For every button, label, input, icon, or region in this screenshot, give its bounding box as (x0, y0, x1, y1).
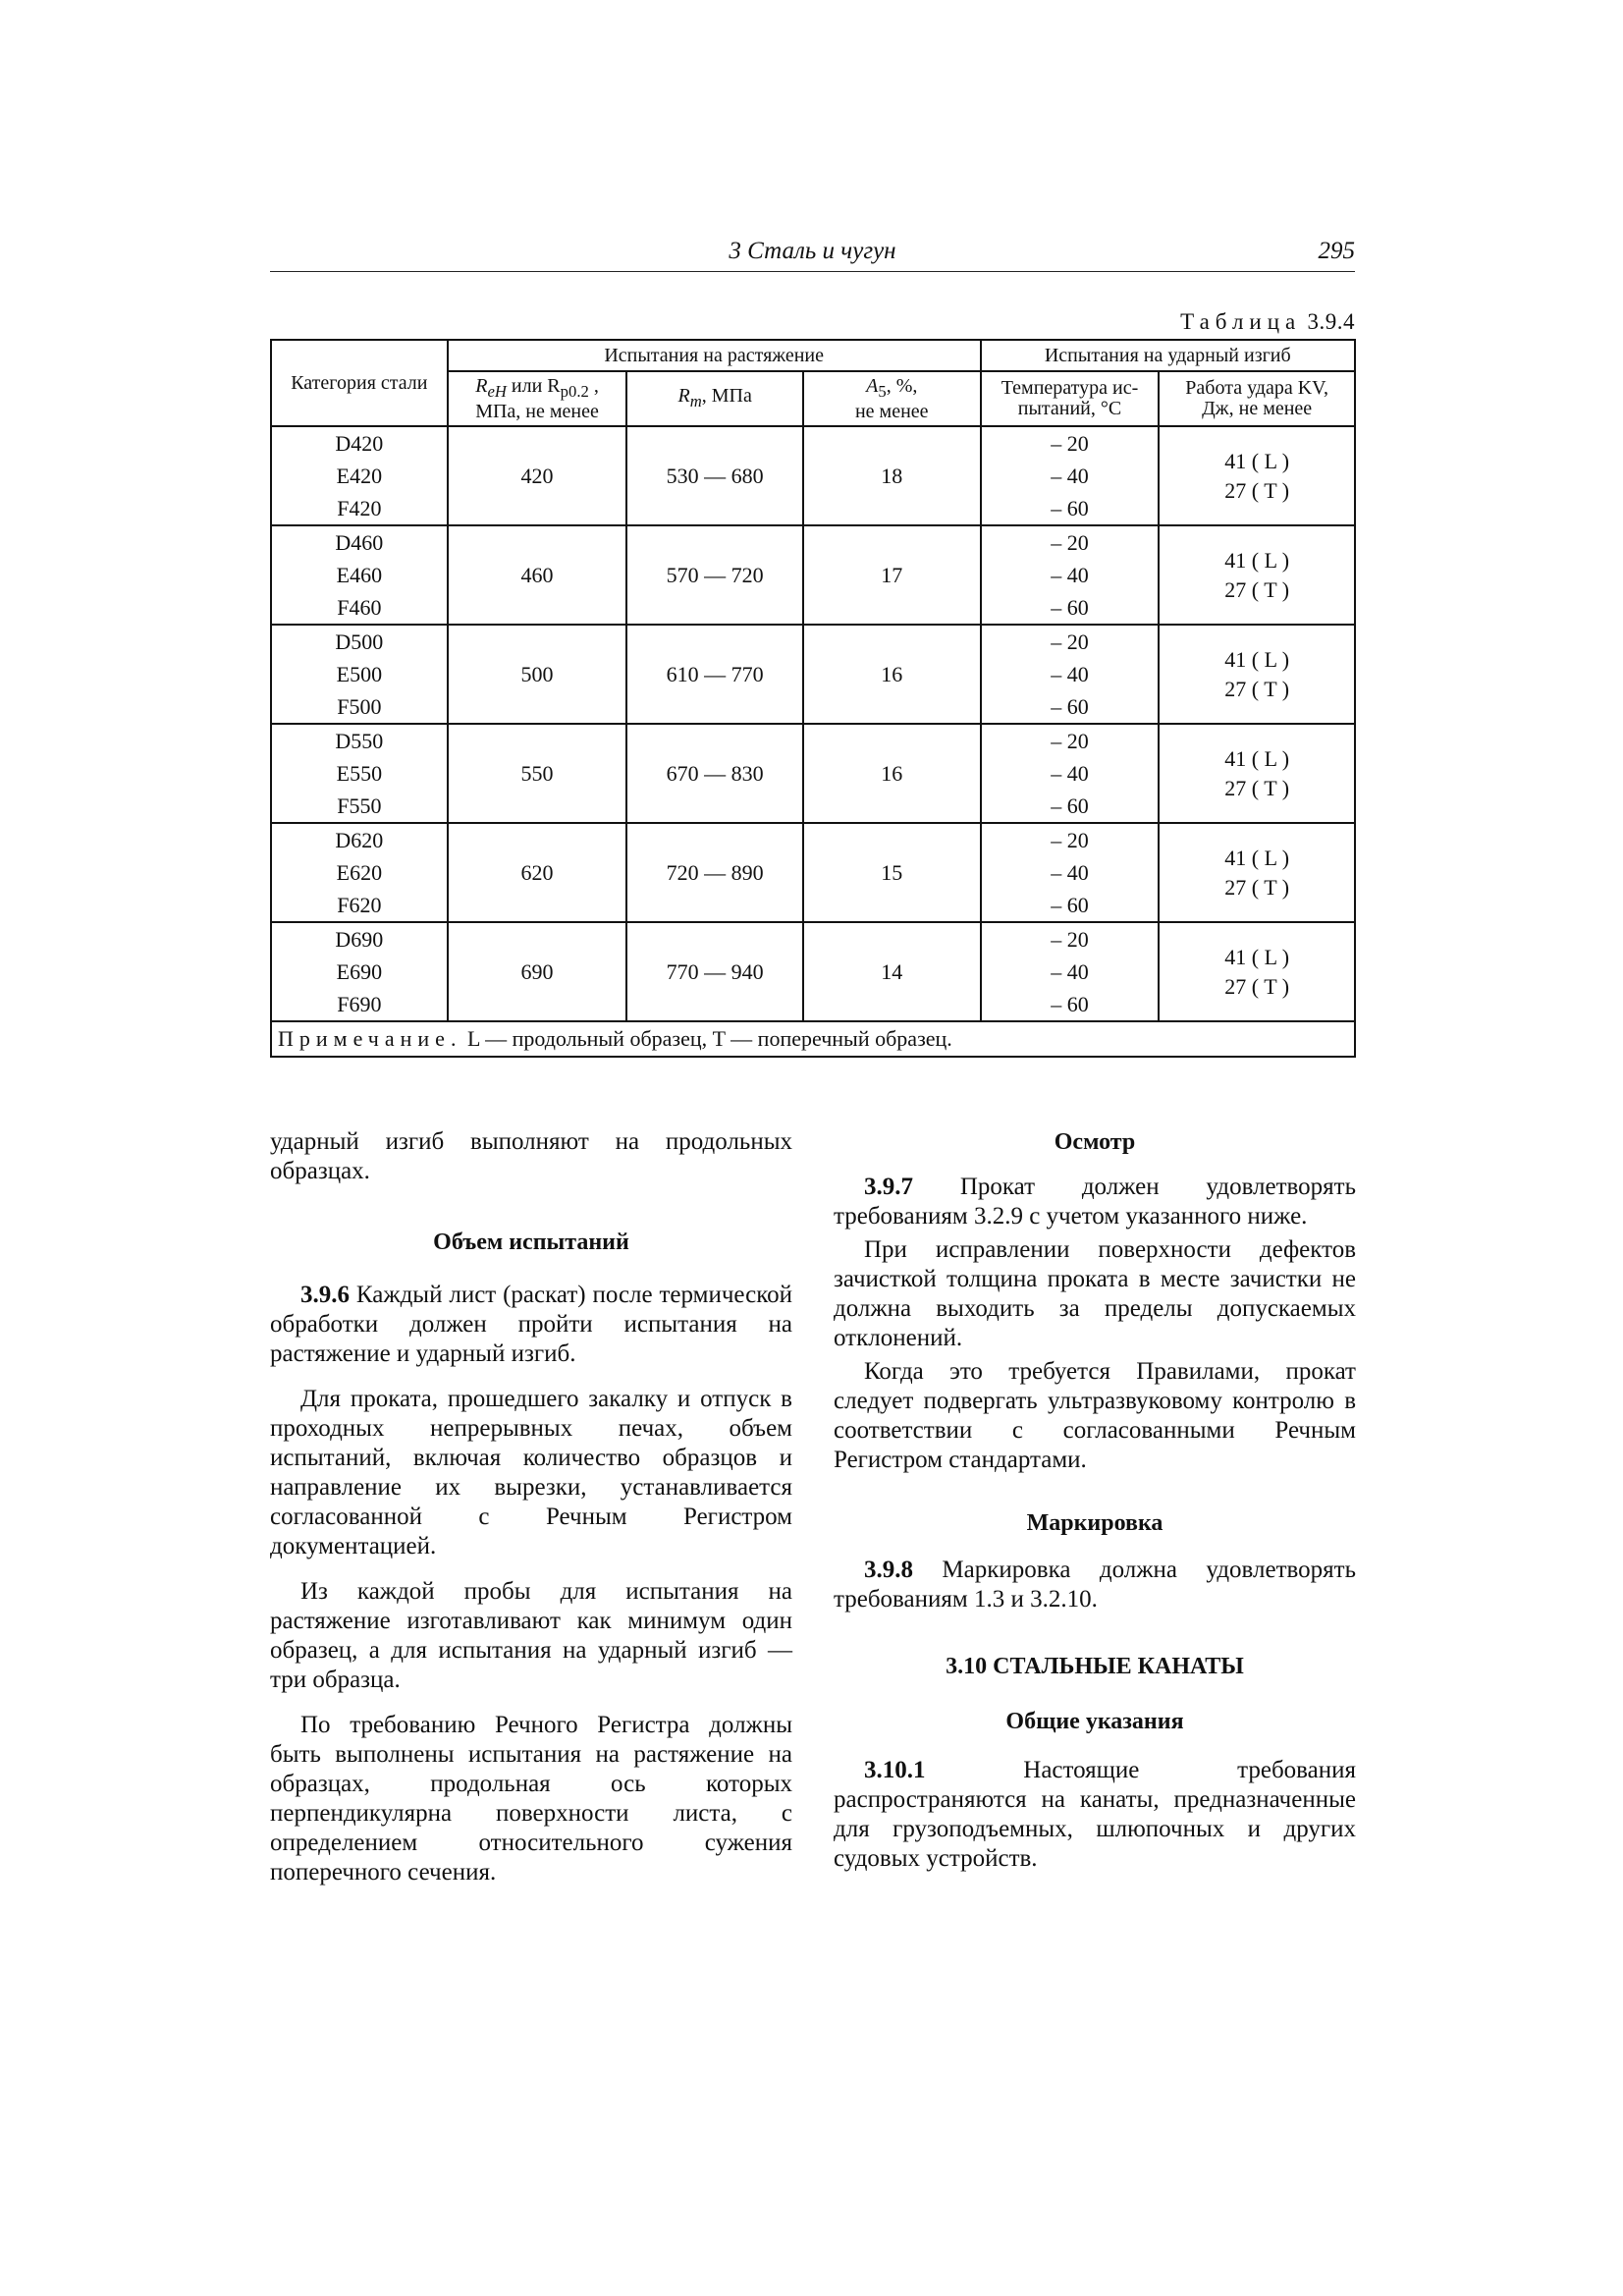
cell-grades-value: F690 (337, 991, 382, 1016)
cell-reh: 620 (448, 823, 627, 922)
running-header (270, 236, 1355, 272)
th-reh: $R_{eH}$ или $R_{p0.2}$ , МПа, не менее (448, 371, 627, 426)
th-temperature: Температура ис- пытаний, °C (981, 371, 1160, 426)
cell-temperatures-value: – 60 (1051, 594, 1089, 620)
cell-impact-energy (1159, 525, 1355, 625)
th-impact-energy: Работа удара KV, Дж, не менее (1159, 371, 1355, 426)
cell-grades-value: E460 (336, 562, 383, 587)
cell-impact-energy-value: 27 ( T ) (1224, 576, 1290, 602)
cell-temperatures-value: – 60 (1051, 793, 1089, 818)
cell-grades-value: D620 (335, 827, 384, 852)
table-note-row (271, 1021, 1355, 1057)
cell-a5: 16 (803, 625, 981, 724)
cell-temperatures (981, 823, 1160, 922)
cell-impact-energy-value: 41 ( L ) (1224, 745, 1290, 771)
table-caption-label: Таблица (1180, 309, 1302, 334)
cell-a5: 14 (803, 922, 981, 1021)
cell-impact-energy-value: 27 ( T ) (1224, 477, 1290, 503)
heading-section-3-10: 3.10 СТАЛЬНЫЕ КАНАТЫ (946, 1654, 1244, 1679)
table-note: Примечание. L — продольный образец, T — поперечный образец. (271, 1021, 1355, 1057)
cell-grades-value: E620 (336, 859, 383, 885)
cell-grades-value: D500 (335, 629, 384, 654)
cell-rm: 770 — 940 (626, 922, 803, 1021)
paragraph: При исправлении поверхности дефектов зачисткой толщина проката в месте зачистки не должна выходить за пределы допускаемых отклонений. (834, 1236, 1356, 1351)
cell-a5: 18 (803, 426, 981, 525)
paragraph-3-9-6: 3.9.6 Каждый лист (раскат) после термической обработки должен пройти испытания на растяжение и ударный изгиб. (270, 1282, 792, 1367)
cell-impact-energy-value: 27 ( T ) (1224, 874, 1290, 900)
cell-grades (271, 922, 448, 1021)
heading-marking: Маркировка (1026, 1510, 1163, 1536)
cell-temperatures-value: – 40 (1051, 859, 1089, 885)
cell-grades (271, 724, 448, 823)
table-row (271, 625, 1355, 724)
cell-impact-energy (1159, 724, 1355, 823)
cell-impact-energy-value: 27 ( T ) (1224, 973, 1290, 999)
table-row (271, 525, 1355, 625)
cell-rm: 570 — 720 (626, 525, 803, 625)
cell-impact-energy-value: 41 ( L ) (1224, 944, 1290, 969)
paragraph: Когда это требуется Правилами, прокат следует подвергать ультразвуковому контролю в соответствии с согласованными Речным Регистром стандартами. (834, 1358, 1356, 1473)
cell-temperatures-value: – 40 (1051, 562, 1089, 587)
table-caption-number: 3.9.4 (1307, 309, 1355, 334)
cell-temperatures-value: – 60 (1051, 693, 1089, 719)
cell-grades-value: D550 (335, 728, 384, 753)
cell-grades-value: F460 (337, 594, 382, 620)
cell-a5: 17 (803, 525, 981, 625)
cell-grades (271, 823, 448, 922)
table-row (271, 426, 1355, 525)
table-row (271, 724, 1355, 823)
th-a5: $A_5$, %, не менее (803, 371, 981, 426)
cell-reh: 550 (448, 724, 627, 823)
cell-rm: 720 — 890 (626, 823, 803, 922)
cell-temperatures-value: – 20 (1051, 728, 1089, 753)
cell-grades-value: F420 (337, 495, 382, 520)
cell-grades-value: F620 (337, 892, 382, 917)
cell-temperatures-value: – 20 (1051, 926, 1089, 952)
cell-temperatures-value: – 20 (1051, 629, 1089, 654)
cell-grades-value: F500 (337, 693, 382, 719)
th-category: Категория стали (271, 340, 448, 426)
heading-inspection: Осмотр (1054, 1129, 1136, 1155)
cell-grades-value: E500 (336, 661, 383, 686)
cell-impact-energy-value: 27 ( T ) (1224, 775, 1290, 800)
chapter-title: 3 Сталь и чугун (729, 238, 896, 264)
table-row (271, 823, 1355, 922)
cell-temperatures (981, 724, 1160, 823)
table-row (271, 922, 1355, 1021)
heading-general: Общие указания (1005, 1709, 1184, 1734)
cell-grades (271, 525, 448, 625)
cell-rm: 530 — 680 (626, 426, 803, 525)
th-tension-group: Испытания на растяжение (448, 340, 981, 371)
cell-reh: 460 (448, 525, 627, 625)
cell-grades-value: D460 (335, 529, 384, 555)
cell-grades-value: D420 (335, 430, 384, 456)
table-caption (1180, 309, 1355, 335)
cell-rm: 670 — 830 (626, 724, 803, 823)
cell-grades-value: E550 (336, 760, 383, 786)
cell-grades-value: D690 (335, 926, 384, 952)
table-header-row-1 (271, 340, 1355, 371)
cell-temperatures (981, 922, 1160, 1021)
paragraph-3-9-7: 3.9.7 Прокат должен удовлетворять требованиям 3.2.9 с учетом указанного ниже. (834, 1174, 1356, 1230)
heading-test-volume: Объем испытаний (433, 1230, 629, 1255)
cell-reh: 420 (448, 426, 627, 525)
paragraph-3-10-1: 3.10.1 Настоящие требования распространяются на канаты, предназначенные для грузоподъемных, шлюпочных и других судовых устройств. (834, 1757, 1356, 1872)
page-number: 295 (1318, 238, 1355, 264)
cell-temperatures-value: – 60 (1051, 991, 1089, 1016)
cell-impact-energy-value: 27 ( T ) (1224, 676, 1290, 701)
cell-temperatures (981, 525, 1160, 625)
cell-grades-value: E690 (336, 958, 383, 984)
cell-temperatures-value: – 20 (1051, 430, 1089, 456)
cell-temperatures-value: – 60 (1051, 892, 1089, 917)
cell-temperatures-value: – 60 (1051, 495, 1089, 520)
cell-temperatures (981, 625, 1160, 724)
cell-temperatures-value: – 40 (1051, 463, 1089, 488)
paragraph: Из каждой пробы для испытания на растяжение изготавливают как минимум один образец, а для испытания на ударный изгиб — три образца. (270, 1578, 792, 1693)
cell-grades-value: E420 (336, 463, 383, 488)
cell-temperatures-value: – 20 (1051, 827, 1089, 852)
th-impact-group: Испытания на ударный изгиб (981, 340, 1355, 371)
th-rm: $R_m$, МПа (626, 371, 803, 426)
cell-grades-value: F550 (337, 793, 382, 818)
steel-properties-table (270, 339, 1356, 1058)
cell-temperatures-value: – 40 (1051, 760, 1089, 786)
cell-temperatures-value: – 40 (1051, 661, 1089, 686)
cell-a5: 15 (803, 823, 981, 922)
cell-impact-energy (1159, 823, 1355, 922)
paragraph: ударный изгиб выполняют на продольных образцах. (270, 1128, 792, 1184)
cell-impact-energy-value: 41 ( L ) (1224, 547, 1290, 573)
cell-temperatures-value: – 20 (1051, 529, 1089, 555)
cell-impact-energy (1159, 625, 1355, 724)
cell-impact-energy (1159, 922, 1355, 1021)
paragraph-3-9-8: 3.9.8 Маркировка должна удовлетворять требованиям 1.3 и 3.2.10. (834, 1557, 1356, 1613)
cell-temperatures-value: – 40 (1051, 958, 1089, 984)
paragraph: Для проката, прошедшего закалку и отпуск в проходных непрерывных печах, объем испытаний, включая количество образцов и направление их вырезки, устанавливается согласованной с Речным Регистром документацией. (270, 1386, 792, 1559)
right-column (834, 1127, 1356, 1874)
cell-impact-energy-value: 41 ( L ) (1224, 646, 1290, 672)
cell-impact-energy-value: 41 ( L ) (1224, 448, 1290, 473)
cell-impact-energy (1159, 426, 1355, 525)
cell-a5: 16 (803, 724, 981, 823)
left-column (270, 1127, 792, 1887)
cell-reh: 690 (448, 922, 627, 1021)
cell-grades (271, 625, 448, 724)
paragraph: По требованию Речного Регистра должны быть выполнены испытания на растяжение на образцах, продольная ось которых перпендикулярна поверхности листа, с определением относительного сужения поперечного сечения. (270, 1712, 792, 1886)
cell-reh: 500 (448, 625, 627, 724)
cell-impact-energy-value: 41 ( L ) (1224, 845, 1290, 870)
cell-grades (271, 426, 448, 525)
cell-rm: 610 — 770 (626, 625, 803, 724)
cell-temperatures (981, 426, 1160, 525)
